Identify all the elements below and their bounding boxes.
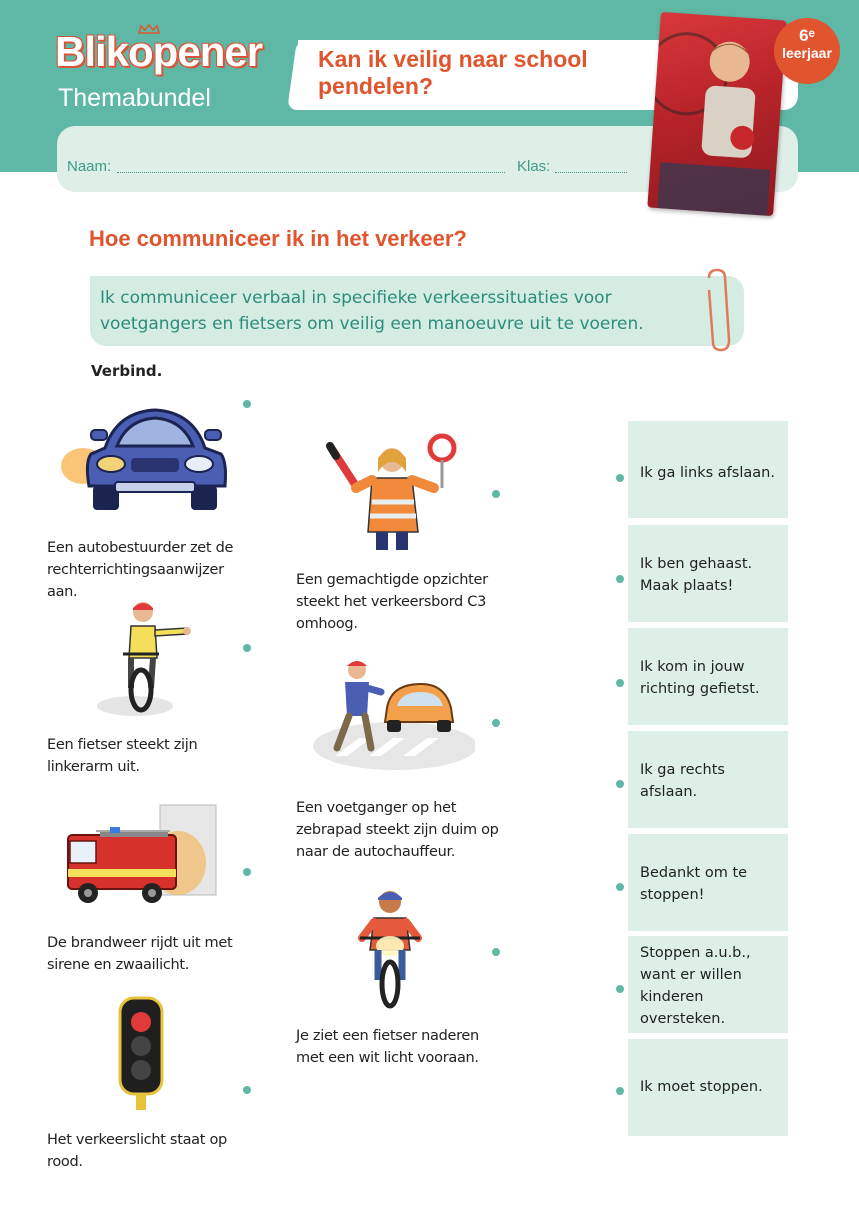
- situation-left-4: Het verkeerslicht staat op rood.: [47, 1132, 227, 1170]
- crossing-guard-icon: [322, 432, 462, 556]
- response-box-5: [628, 834, 788, 931]
- response-box-6: [628, 936, 788, 1033]
- name-field[interactable]: [117, 172, 505, 173]
- traffic-light-icon: [118, 996, 164, 1112]
- badge-grade: 6ᵉ: [799, 26, 815, 45]
- connector-dot-left-3[interactable]: [243, 868, 251, 876]
- name-label: Naam:: [67, 158, 112, 175]
- connector-dot-left-1[interactable]: [243, 400, 251, 408]
- connector-dot-right-1[interactable]: [616, 474, 624, 482]
- goal-box: [90, 276, 744, 346]
- situation-left-3: De brandweer rijdt uit met sirene en zwaailicht.: [47, 935, 233, 973]
- situation-middle-2: Een voetganger op het zebrapad steekt zijn duim op naar de autochauffeur.: [296, 800, 499, 860]
- crown-icon: [137, 24, 161, 34]
- connector-dot-right-2[interactable]: [616, 575, 624, 583]
- car-icon: [55, 400, 235, 520]
- grade-badge: [774, 18, 840, 84]
- cyclist-light-icon: [356, 888, 424, 1010]
- response-text-4: Ik ga rechts afslaan.: [640, 762, 725, 800]
- cyclist-arm-icon: [95, 598, 195, 718]
- response-box-4: [628, 731, 788, 828]
- subtitle: Themabundel: [58, 84, 211, 112]
- connector-dot-right-6[interactable]: [616, 985, 624, 993]
- response-box-7: [628, 1039, 788, 1136]
- paperclip-icon: [699, 268, 739, 352]
- response-text-2: Ik ben gehaast. Maak plaats!: [640, 556, 753, 594]
- section-title: Hoe communiceer ik in het verkeer?: [89, 226, 467, 251]
- badge-label: leerjaar: [782, 45, 832, 61]
- connector-dot-right-3[interactable]: [616, 679, 624, 687]
- boy-photo: [647, 12, 786, 216]
- logo: Blikopener: [55, 28, 263, 75]
- response-box-1: [628, 421, 788, 518]
- connector-dot-left-2[interactable]: [243, 644, 251, 652]
- connector-dot-right-7[interactable]: [616, 1087, 624, 1095]
- connector-dot-middle-2[interactable]: [492, 719, 500, 727]
- response-box-3: [628, 628, 788, 725]
- connector-dot-left-4[interactable]: [243, 1086, 251, 1094]
- fire-truck-icon: [60, 795, 220, 915]
- situation-middle-3: Je ziet een fietser naderen met een wit licht vooraan.: [296, 1028, 479, 1066]
- pedestrian-crossing-icon: [305, 656, 475, 776]
- instruction: Verbind.: [91, 362, 163, 380]
- connector-dot-middle-3[interactable]: [492, 948, 500, 956]
- situation-left-2: Een fietser steekt zijn linkerarm uit.: [47, 737, 198, 775]
- class-field[interactable]: [555, 172, 627, 173]
- response-text-6: Stoppen a.u.b., want er willen kinderen oversteken.: [640, 945, 751, 1027]
- class-label: Klas:: [517, 158, 551, 175]
- goal-text: Ik communiceer verbaal in specifieke verkeerssituaties voor voetgangers en fietsers om veilig een manoeuvre uit te voeren.: [100, 288, 644, 334]
- situation-middle-1: Een gemachtigde opzichter steekt het verkeersbord C3 omhoog.: [296, 572, 488, 632]
- response-text-1: Ik ga links afslaan.: [640, 465, 775, 481]
- situation-left-1: Een autobestuurder zet de rechterrichtingsaanwijzer aan.: [47, 540, 234, 600]
- response-text-7: Ik moet stoppen.: [640, 1079, 763, 1095]
- connector-dot-right-5[interactable]: [616, 883, 624, 891]
- response-box-2: [628, 525, 788, 622]
- connector-dot-middle-1[interactable]: [492, 490, 500, 498]
- connector-dot-right-4[interactable]: [616, 780, 624, 788]
- response-text-5: Bedankt om te stoppen!: [640, 865, 748, 903]
- response-text-3: Ik kom in jouw richting gefietst.: [640, 659, 760, 697]
- page-title: Kan ik veilig naar school pendelen?: [318, 46, 588, 99]
